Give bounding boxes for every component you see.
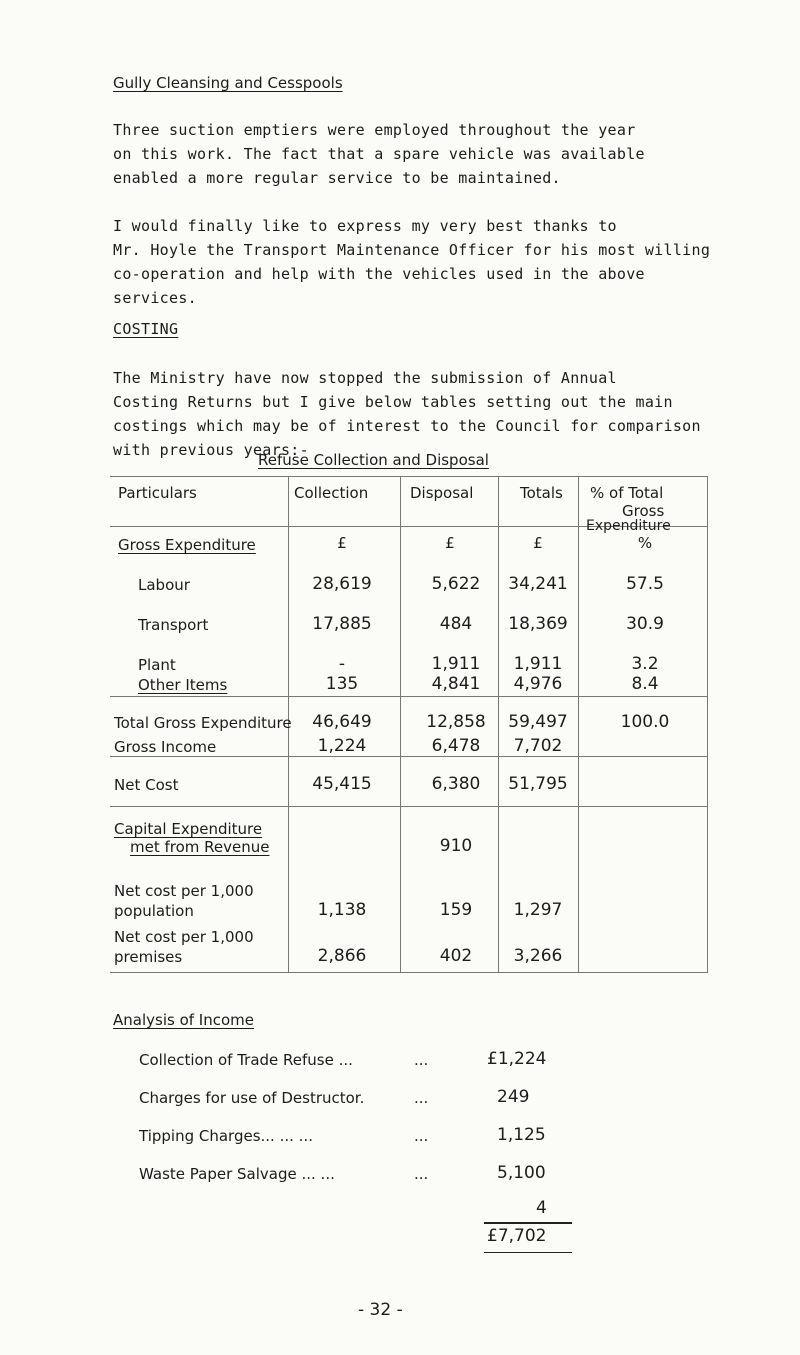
table-netcost-divider	[110, 806, 708, 807]
row-label: Transport	[138, 616, 209, 634]
row-totals: 34,241	[508, 574, 568, 594]
income-item-dots: ...	[414, 1165, 429, 1183]
units-pct: %	[637, 534, 653, 552]
row-label: Gross Income	[114, 738, 217, 756]
income-item-label: Waste Paper Salvage ... ...	[139, 1165, 335, 1183]
row-collection: 46,649	[312, 712, 372, 732]
per-premises-collection: 2,866	[317, 946, 367, 966]
per-premises-disposal: 402	[439, 946, 473, 966]
page-number: - 32 -	[358, 1300, 403, 1320]
row-totals: 59,497	[508, 712, 568, 732]
capital-label-line1: Capital Expenditure	[114, 820, 263, 838]
income-item-dots: ...	[414, 1089, 429, 1107]
row-pct: 100.0	[620, 712, 670, 732]
income-item-value: 4	[536, 1198, 547, 1218]
paragraph-costing-intro: The Ministry have now stopped the submission of Annual Costing Returns but I give below tables setting out the main costings which may be of interest to the Council for comparison with previous years:-	[113, 369, 701, 459]
income-total-rule-bottom	[484, 1252, 572, 1253]
row-totals: 18,369	[508, 614, 568, 634]
row-collection: 17,885	[312, 614, 372, 634]
table-bottom-border	[110, 972, 708, 973]
table-income-divider	[110, 756, 708, 757]
row-totals: 1,911	[513, 654, 563, 674]
per-pop-totals: 1,297	[513, 900, 563, 920]
row-pct: 57.5	[626, 574, 664, 594]
income-item-value: £1,224	[487, 1049, 547, 1069]
row-disposal: 1,911	[431, 654, 481, 674]
header-disposal: Disposal	[410, 484, 474, 502]
income-item-label: Charges for use of Destructor.	[139, 1089, 365, 1107]
per-pop-label-line2: population	[114, 902, 194, 920]
per-premises-label-line2: premises	[114, 948, 183, 966]
refuse-table-title: Refuse Collection and Disposal	[258, 451, 489, 469]
row-totals: 4,976	[513, 674, 563, 694]
table-right-border	[707, 476, 708, 972]
header-particulars: Particulars	[118, 484, 197, 502]
row-collection: 28,619	[312, 574, 372, 594]
header-collection: Collection	[294, 484, 369, 502]
refuse-table	[110, 476, 710, 966]
income-item-label: Collection of Trade Refuse ...	[139, 1051, 353, 1069]
row-disposal: 484	[439, 614, 473, 634]
income-item-value: 5,100	[497, 1163, 546, 1183]
row-collection: 135	[325, 674, 359, 694]
row-disposal: 6,478	[431, 736, 481, 756]
costing-heading: COSTING	[113, 320, 179, 338]
income-total: £7,702	[487, 1226, 547, 1246]
income-item-dots: ...	[414, 1127, 429, 1145]
per-pop-label-line1: Net cost per 1,000	[114, 882, 254, 900]
row-disposal: 5,622	[431, 574, 481, 594]
capital-label-line2: met from Revenue	[130, 838, 270, 856]
income-item-dots: ...	[414, 1051, 429, 1069]
row-totals: 51,795	[508, 774, 568, 794]
row-pct: 30.9	[626, 614, 664, 634]
income-item-value: 249	[497, 1087, 530, 1107]
row-disposal: 12,858	[426, 712, 486, 732]
table-top-border	[110, 476, 708, 477]
units-row-label: Gross Expenditure	[118, 536, 256, 554]
row-label: Labour	[138, 576, 190, 594]
table-subtotal-divider	[110, 696, 708, 697]
header-pct-line3: Expenditure	[586, 518, 671, 534]
row-disposal: 4,841	[431, 674, 481, 694]
income-item-value: 1,125	[497, 1125, 546, 1145]
header-totals: Totals	[520, 484, 563, 502]
per-premises-totals: 3,266	[513, 946, 563, 966]
row-label: Net Cost	[114, 776, 179, 794]
row-collection: -	[338, 654, 346, 674]
paragraph-suction-emptiers: Three suction emptiers were employed throughout the year on this work. The fact that a spare vehicle was available enabled a more regular service to be maintained.	[113, 121, 645, 187]
row-pct: 8.4	[631, 674, 659, 694]
row-pct: 3.2	[631, 654, 659, 674]
units-collection: £	[337, 534, 347, 552]
units-disposal: £	[445, 534, 455, 552]
units-totals: £	[533, 534, 543, 552]
header-pct-line2: Gross	[622, 502, 665, 520]
capital-disposal: 910	[439, 836, 473, 856]
per-premises-label-line1: Net cost per 1,000	[114, 928, 254, 946]
row-collection: 45,415	[312, 774, 372, 794]
row-disposal: 6,380	[431, 774, 481, 794]
row-totals: 7,702	[513, 736, 563, 756]
section-title: Gully Cleansing and Cesspools	[113, 74, 343, 92]
income-title: Analysis of Income	[113, 1011, 254, 1029]
row-label: Total Gross Expenditure	[114, 714, 292, 732]
paragraph-thanks: I would finally like to express my very best thanks to Mr. Hoyle the Transport Maintenance Officer for his most willing co-operation and help with the vehicles used in the above services.	[113, 217, 711, 307]
row-label: Plant	[138, 656, 176, 674]
per-pop-disposal: 159	[439, 900, 473, 920]
income-total-rule-top	[484, 1222, 572, 1224]
row-collection: 1,224	[317, 736, 367, 756]
per-pop-collection: 1,138	[317, 900, 367, 920]
header-pct-line1: % of Total	[590, 484, 664, 502]
row-label: Other Items	[138, 676, 228, 694]
income-item-label: Tipping Charges... ... ...	[139, 1127, 313, 1145]
